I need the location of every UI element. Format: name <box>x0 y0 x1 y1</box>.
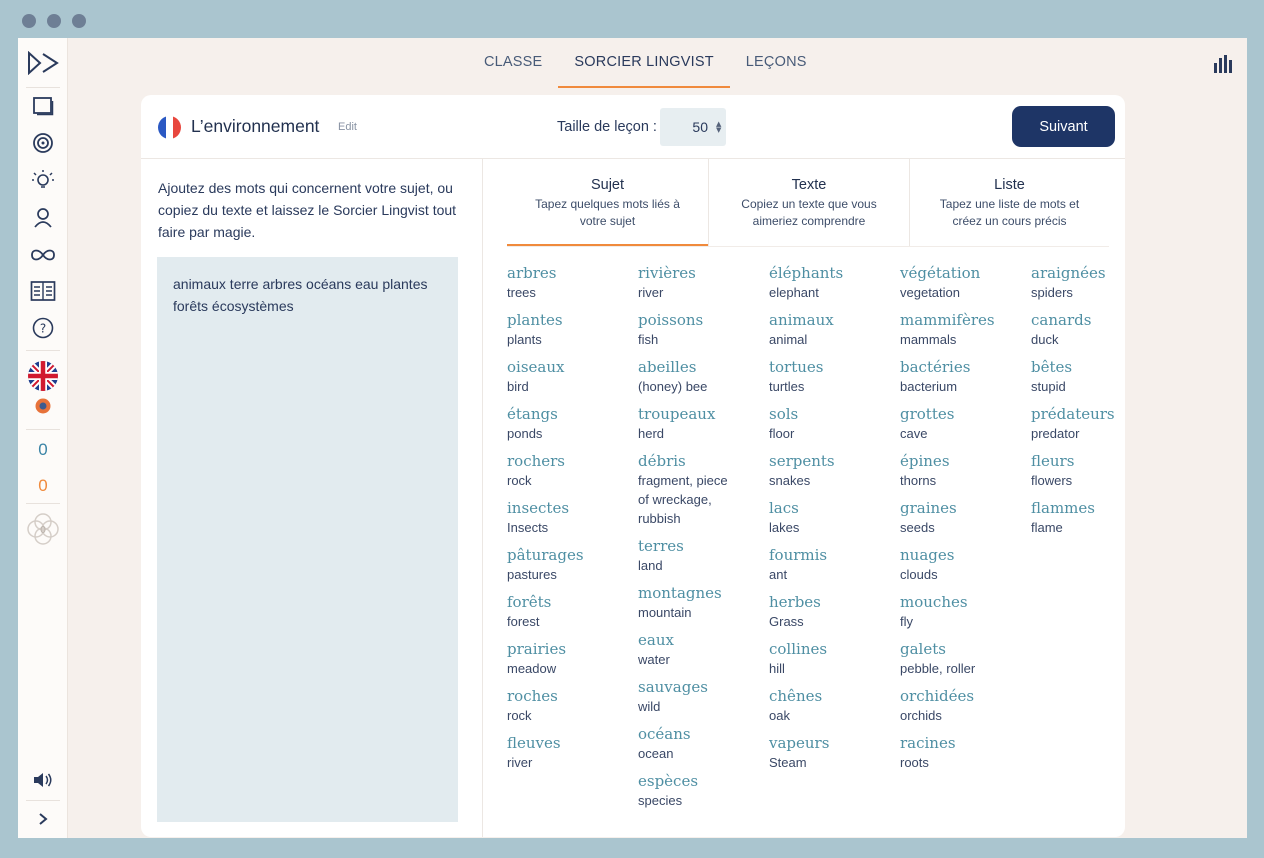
word-french: araignées <box>1031 264 1106 282</box>
word-item[interactable] <box>900 451 1031 490</box>
word-french: fourmis <box>769 546 828 564</box>
badge-icon[interactable] <box>18 511 68 547</box>
counter-blue: 0 <box>38 440 48 459</box>
word-french: végétation <box>900 264 981 282</box>
word-french: pâturages <box>507 546 584 564</box>
word-translation: flowers <box>1031 473 1073 488</box>
word-translation: fragment, piece of wreckage, rubbish <box>638 473 728 526</box>
word-translation: meadow <box>507 661 557 676</box>
word-item[interactable] <box>1031 263 1162 302</box>
word-item[interactable] <box>769 639 900 678</box>
word-translation: pebble, roller <box>900 661 976 676</box>
spinner-arrows-icon[interactable]: ▲ ▼ <box>716 120 722 134</box>
word-translation: lakes <box>769 520 800 535</box>
word-french: plantes <box>507 311 563 329</box>
word-item[interactable] <box>638 310 769 349</box>
word-french: racines <box>900 734 956 752</box>
cards-icon[interactable] <box>18 95 68 117</box>
word-translation: Steam <box>769 755 807 770</box>
mode-description: Tapez une liste de mots et créez un cours précis <box>939 197 1080 228</box>
word-french: orchidées <box>900 687 975 705</box>
speaker-icon[interactable] <box>18 769 68 791</box>
tab-sorcier-lingvist[interactable]: SORCIER LINGVIST <box>558 38 729 88</box>
left-pane <box>141 159 483 837</box>
word-item[interactable] <box>507 686 638 725</box>
word-item[interactable] <box>1031 498 1162 537</box>
tab-classe[interactable]: CLASSE <box>484 54 543 70</box>
word-french: canards <box>1031 311 1092 329</box>
word-french: rivières <box>638 264 696 282</box>
word-item[interactable] <box>507 639 638 678</box>
word-french: graines <box>900 499 957 517</box>
mode-title: Sujet <box>590 177 625 193</box>
word-item[interactable] <box>507 263 638 302</box>
word-item[interactable] <box>900 639 1031 678</box>
word-translation: bird <box>507 379 529 394</box>
word-french: sauvages <box>638 678 708 696</box>
word-translation: Grass <box>769 614 804 629</box>
word-item[interactable] <box>638 724 769 763</box>
word-item[interactable] <box>1031 404 1162 443</box>
word-french: bêtes <box>1031 358 1073 376</box>
word-translation: rock <box>507 473 532 488</box>
word-translation: ocean <box>638 746 674 761</box>
mode-tabs <box>507 159 1109 247</box>
word-translation: trees <box>507 285 536 300</box>
word-french: montagnes <box>638 584 722 602</box>
word-item[interactable] <box>900 310 1031 349</box>
word-item[interactable] <box>900 404 1031 443</box>
word-french: espèces <box>638 772 699 790</box>
word-translation: vegetation <box>900 285 960 300</box>
word-item[interactable] <box>769 733 900 772</box>
word-french: galets <box>900 640 946 658</box>
mode-tab-liste[interactable] <box>909 159 1109 246</box>
word-column <box>507 263 638 818</box>
word-translation: cave <box>900 426 928 441</box>
word-french: sols <box>769 405 799 423</box>
lingvist-logo-icon[interactable] <box>18 50 68 76</box>
card-header <box>141 95 1125 159</box>
word-translation: thorns <box>900 473 937 488</box>
expand-chevron-icon[interactable] <box>18 809 68 829</box>
word-french: débris <box>638 452 686 470</box>
mode-tab-texte[interactable] <box>708 159 909 246</box>
word-french: nuages <box>900 546 955 564</box>
word-translation: ponds <box>507 426 543 441</box>
word-translation: elephant <box>769 285 819 300</box>
word-french: étangs <box>507 405 558 423</box>
word-french: grottes <box>900 405 955 423</box>
word-translation: turtles <box>769 379 805 394</box>
mode-title: Texte <box>791 177 827 193</box>
window-controls <box>22 14 86 28</box>
word-item[interactable] <box>638 357 769 396</box>
word-translation: ant <box>769 567 788 582</box>
word-translation: duck <box>1031 332 1059 347</box>
word-item[interactable] <box>638 677 769 716</box>
word-column <box>638 263 769 818</box>
word-item[interactable] <box>769 592 900 631</box>
stats-bars-icon[interactable] <box>1213 55 1233 77</box>
fr-flag-icon <box>158 116 181 139</box>
word-item[interactable] <box>1031 310 1162 349</box>
word-translation: fly <box>900 614 913 629</box>
uk-flag-icon[interactable] <box>18 361 68 391</box>
word-item[interactable] <box>900 357 1031 396</box>
word-item[interactable] <box>769 404 900 443</box>
word-french: animaux <box>769 311 834 329</box>
word-item[interactable] <box>769 357 900 396</box>
word-column <box>1031 263 1162 818</box>
word-french: herbes <box>769 593 821 611</box>
mode-description: Copiez un texte que vous aimeriez comprendre <box>741 197 877 228</box>
word-translation: mammals <box>900 332 957 347</box>
topic-textarea[interactable]: animaux terre arbres océans eau plantes forêts écosystèmes <box>157 257 458 822</box>
word-french: troupeaux <box>638 405 716 423</box>
word-item[interactable] <box>769 686 900 725</box>
word-french: prairies <box>507 640 567 658</box>
word-french: mouches <box>900 593 968 611</box>
app-window <box>18 38 1247 838</box>
window-dot[interactable] <box>47 14 61 28</box>
word-french: éléphants <box>769 264 844 282</box>
word-french: fleurs <box>1031 452 1075 470</box>
instructions-text: Ajoutez des mots qui concernent votre sujet, ou copiez du texte et laissez le Sorcier Lingvist tout faire par magie. <box>158 180 457 240</box>
word-item[interactable] <box>507 733 638 772</box>
infinity-icon[interactable] <box>18 244 68 266</box>
word-french: vapeurs <box>769 734 830 752</box>
word-item[interactable] <box>1031 357 1162 396</box>
word-translation: plants <box>507 332 542 347</box>
word-french: eaux <box>638 631 674 649</box>
word-french: chênes <box>769 687 823 705</box>
lightbulb-icon[interactable] <box>18 169 68 191</box>
word-french: arbres <box>507 264 557 282</box>
word-item[interactable] <box>1031 451 1162 490</box>
word-item[interactable] <box>638 263 769 302</box>
word-french: lacs <box>769 499 799 517</box>
word-item[interactable] <box>900 686 1031 725</box>
word-item[interactable] <box>638 536 769 575</box>
word-translation: hill <box>769 661 785 676</box>
word-item[interactable] <box>507 498 638 537</box>
sidebar <box>18 38 68 838</box>
word-item[interactable] <box>638 451 769 528</box>
word-item[interactable] <box>507 451 638 490</box>
top-nav <box>468 38 823 88</box>
word-column <box>769 263 900 818</box>
word-translation: bacterium <box>900 379 958 394</box>
word-french: prédateurs <box>1031 405 1115 423</box>
tab-lecons[interactable]: LEÇONS <box>745 54 807 70</box>
course-title: L’environnement <box>191 116 320 136</box>
word-french: poissons <box>638 311 704 329</box>
word-item[interactable] <box>769 498 900 537</box>
word-french: océans <box>638 725 691 743</box>
word-translation: (honey) bee <box>638 379 708 394</box>
fr-flag-small-icon[interactable] <box>18 398 68 414</box>
word-item[interactable] <box>638 630 769 669</box>
user-icon[interactable] <box>18 206 68 228</box>
word-translation: stupid <box>1031 379 1066 394</box>
word-translation: floor <box>769 426 795 441</box>
word-translation: river <box>638 285 664 300</box>
word-french: fleuves <box>507 734 561 752</box>
word-translation: pastures <box>507 567 557 582</box>
word-translation: rock <box>507 708 532 723</box>
next-button[interactable]: Suivant <box>1012 106 1115 147</box>
word-item[interactable] <box>769 451 900 490</box>
word-column <box>900 263 1031 818</box>
word-translation: snakes <box>769 473 811 488</box>
wizard-card <box>141 95 1125 837</box>
word-french: collines <box>769 640 828 658</box>
word-item[interactable] <box>900 733 1031 772</box>
target-icon[interactable] <box>18 132 68 154</box>
word-french: flammes <box>1031 499 1095 517</box>
svg-text:?: ? <box>39 321 47 336</box>
word-translation: water <box>638 652 670 667</box>
word-item[interactable] <box>769 545 900 584</box>
mode-tab-sujet[interactable] <box>507 159 708 246</box>
word-translation: river <box>507 755 533 770</box>
word-item[interactable] <box>900 592 1031 631</box>
word-translation: fish <box>638 332 659 347</box>
word-translation: mountain <box>638 605 692 620</box>
mode-description: Tapez quelques mots liés à votre sujet <box>535 197 680 228</box>
word-item[interactable] <box>638 404 769 443</box>
word-french: abeilles <box>638 358 697 376</box>
word-french: mammifères <box>900 311 995 329</box>
word-translation: orchids <box>900 708 942 723</box>
word-item[interactable] <box>769 310 900 349</box>
word-translation: roots <box>900 755 929 770</box>
word-french: terres <box>638 537 684 555</box>
word-translation: seeds <box>900 520 935 535</box>
word-item[interactable] <box>507 592 638 631</box>
word-item[interactable] <box>638 583 769 622</box>
word-french: insectes <box>507 499 570 517</box>
word-french: tortues <box>769 358 824 376</box>
word-item[interactable] <box>507 404 638 443</box>
word-grid <box>507 263 1162 818</box>
word-french: épines <box>900 452 950 470</box>
word-translation: predator <box>1031 426 1080 441</box>
word-translation: herd <box>638 426 665 441</box>
word-translation: species <box>638 793 683 808</box>
counter-orange: 0 <box>38 476 48 495</box>
word-item[interactable] <box>638 771 769 810</box>
book-icon[interactable] <box>18 280 68 302</box>
word-item[interactable] <box>507 310 638 349</box>
word-item[interactable] <box>507 357 638 396</box>
word-french: rochers <box>507 452 566 470</box>
mode-title: Liste <box>994 177 1025 193</box>
word-translation: spiders <box>1031 285 1073 300</box>
window-dot[interactable] <box>72 14 86 28</box>
word-item[interactable] <box>900 498 1031 537</box>
svg-text:0: 0 <box>40 525 46 536</box>
word-item[interactable] <box>900 545 1031 584</box>
word-french: serpents <box>769 452 835 470</box>
window-dot[interactable] <box>22 14 36 28</box>
word-translation: Insects <box>507 520 549 535</box>
word-french: oiseaux <box>507 358 565 376</box>
word-item[interactable] <box>769 263 900 302</box>
word-translation: animal <box>769 332 808 347</box>
word-translation: flame <box>1031 520 1063 535</box>
word-translation: oak <box>769 708 790 723</box>
help-icon[interactable] <box>18 317 68 339</box>
word-translation: clouds <box>900 567 938 582</box>
word-item[interactable] <box>507 545 638 584</box>
word-translation: wild <box>638 699 661 714</box>
word-translation: forest <box>507 614 540 629</box>
edit-link[interactable]: Edit <box>338 121 357 133</box>
word-french: forêts <box>507 593 552 611</box>
word-french: roches <box>507 687 558 705</box>
word-item[interactable] <box>900 263 1031 302</box>
lesson-size-label: Taille de leçon : <box>557 119 657 135</box>
word-french: bactéries <box>900 358 971 376</box>
word-translation: land <box>638 558 663 573</box>
